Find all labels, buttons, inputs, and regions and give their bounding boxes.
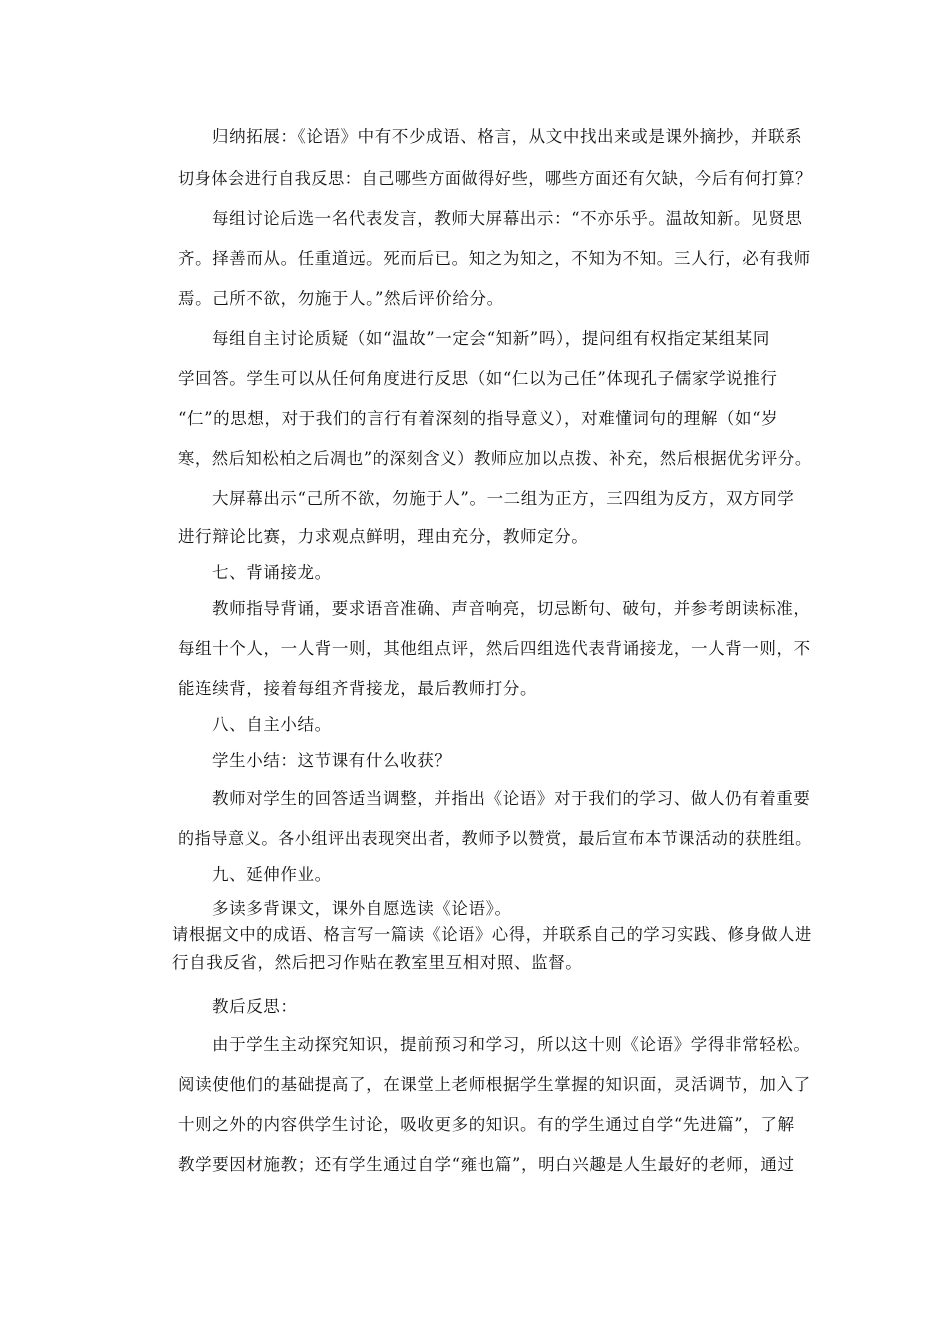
text-line: 教师指导背诵，要求语音准确、声音响亮，切忌断句、破句，并参考朗读标准， <box>212 599 811 618</box>
section-heading: 教后反思： <box>212 997 298 1016</box>
text-line: 十则之外的内容供学生讨论，吸收更多的知识。有的学生通过自学“先进篇”，了解 <box>178 1115 795 1134</box>
text-line: 多读多背课文，课外自愿选读《论语》。 <box>212 899 512 918</box>
text-line: 的指导意义。各小组评出表现突出者，教师予以赞赏，最后宣布本节课活动的获胜组。 <box>178 829 812 848</box>
section-heading: 八、自主小结。 <box>212 715 332 734</box>
section-heading: 九、延伸作业。 <box>212 865 332 884</box>
text-line: 教师对学生的回答适当调整，并指出《论语》对于我们的学习、做人仍有着重要 <box>212 789 811 808</box>
text-line: 进行辩论比赛，力求观点鲜明，理由充分，教师定分。 <box>178 527 589 546</box>
text-line: 每组自主讨论质疑（如“温故”一定会“知新”吗），提问组有权指定某组某同 <box>212 329 770 348</box>
text-line: 寒，然后知松柏之后凋也”的深刻含义）教师应加以点拨、补充，然后根据优劣评分。 <box>178 449 812 468</box>
text-line: 归纳拓展：《论语》中有不少成语、格言，从文中找出来或是课外摘抄，并联系 <box>212 127 803 146</box>
text-line: 阅读使他们的基础提高了，在课堂上老师根据学生掌握的知识面，灵活调节，加入了 <box>178 1075 811 1094</box>
text-line: 能连续背，接着每组齐背接龙，最后教师打分。 <box>178 679 538 698</box>
text-line: 行自我反省，然后把习作贴在教室里互相对照、监督。 <box>172 953 583 972</box>
text-line: 教学要因材施教；还有学生通过自学“雍也篇”，明白兴趣是人生最好的老师，通过 <box>178 1155 795 1174</box>
text-line: 大屏幕出示“己所不欲，勿施于人”。一二组为正方，三四组为反方，双方同学 <box>212 489 795 508</box>
text-line: 学生小结：这节课有什么收获？ <box>212 751 452 770</box>
text-line: 学回答。学生可以从任何角度进行反思（如“仁以为己任”体现孔子儒家学说推行 <box>178 369 778 388</box>
text-line: 齐。择善而从。任重道远。死而后已。知之为知之，不知为不知。三人行，必有我师 <box>178 249 811 268</box>
text-line: 请根据文中的成语、格言写一篇读《论语》心得，并联系自己的学习实践、修身做人进 <box>172 925 812 944</box>
text-line: 每组讨论后选一名代表发言，教师大屏幕出示：“不亦乐乎。温故知新。见贤思 <box>212 209 803 228</box>
text-line: 每组十个人，一人背一则，其他组点评，然后四组选代表背诵接龙，一人背一则，不 <box>178 639 811 658</box>
text-line: “仁”的思想，对于我们的言行有着深刻的指导意义），对难懂词句的理解（如“岁 <box>178 409 779 428</box>
text-line: 由于学生主动探究知识，提前预习和学习，所以这十则《论语》学得非常轻松。 <box>212 1035 811 1054</box>
section-heading: 七、背诵接龙。 <box>212 563 332 582</box>
text-line: 焉。己所不欲，勿施于人。”然后评价给分。 <box>178 289 504 308</box>
text-line: 切身体会进行自我反思：自己哪些方面做得好些，哪些方面还有欠缺，今后有何打算？ <box>178 169 812 188</box>
